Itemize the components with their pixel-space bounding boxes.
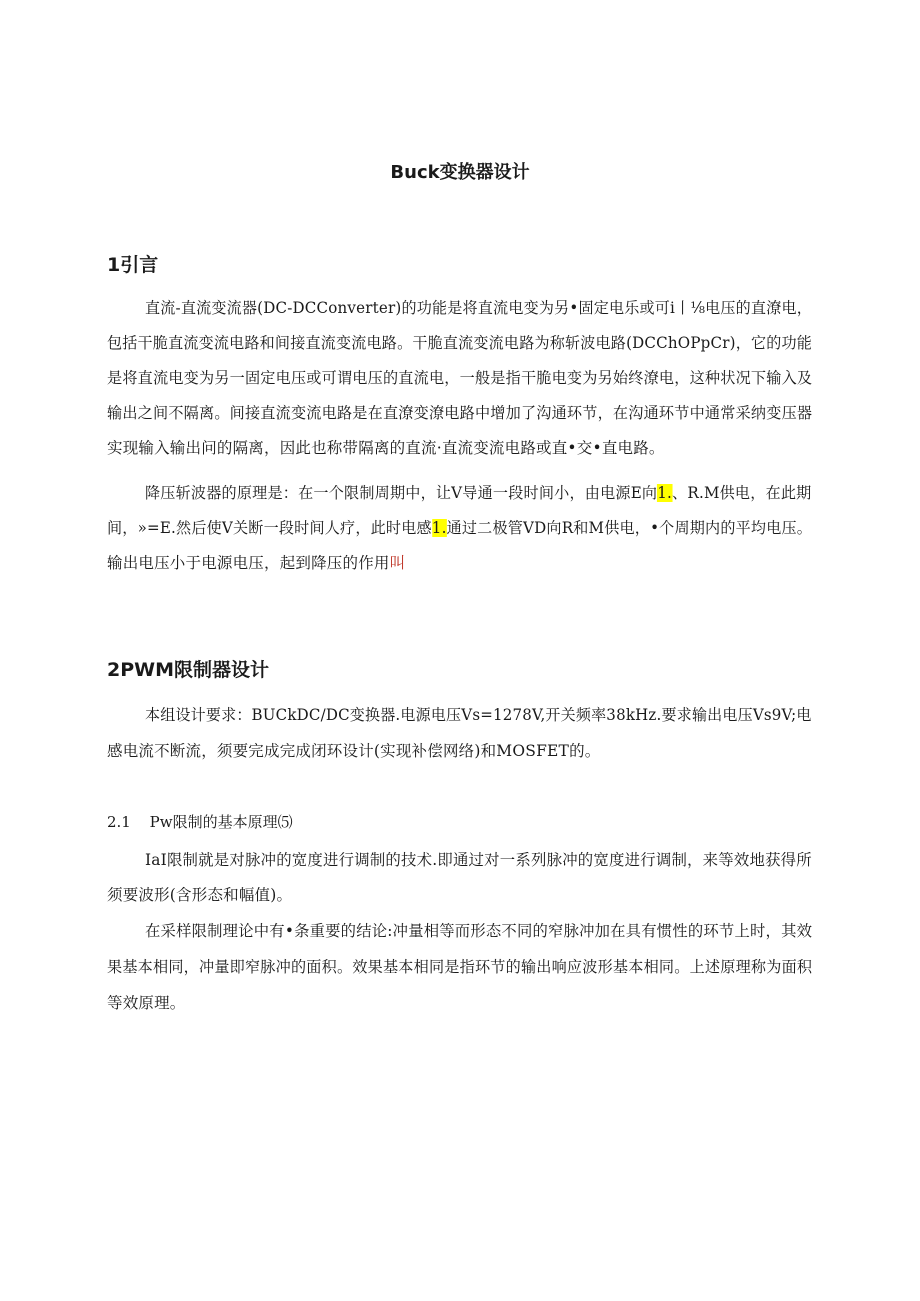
paragraph-line bbox=[107, 551, 405, 573]
citation-marker: 叫 bbox=[389, 554, 406, 572]
section-1-heading: 1引言 bbox=[107, 254, 159, 276]
text-span: 输出电压小于电源电压，起到降压的作用 bbox=[107, 554, 390, 572]
paragraph-line: 是将直流电变为另一固定电压或可谓电压的直流电，一般是指干脆电变为另始终潦电，这种状况下输入及 bbox=[107, 369, 813, 387]
highlighted-text: 1. bbox=[431, 519, 447, 537]
paragraph-line bbox=[145, 481, 811, 503]
highlighted-text: 1. bbox=[657, 484, 673, 502]
text-span: 、R.M供电，在此期 bbox=[672, 484, 812, 502]
subsection-number: 2.1 bbox=[107, 813, 131, 831]
paragraph-line: 须要波形(含形态和幅值)。 bbox=[107, 886, 293, 904]
text-span: 降压斩波器的原理是：在一个限制周期中，让V导通一段时间小，由电源E向 bbox=[145, 484, 658, 502]
paragraph-line: 本组设计要求：BUCkDC/DC变换器.电源电压Vs=1278V,开关频率38kHz.要求输出电压Vs9V;电 bbox=[145, 706, 812, 724]
paragraph-line: 输出之间不隔离。间接直流变流电路是在直潦变潦电路中增加了沟通环节，在沟通环节中通常采纳变压器 bbox=[107, 404, 813, 422]
paragraph-line: 直流-直流变流器(DC-DCConverter)的功能是将直流电变为另•固定电乐或可i丨⅛电压的直潦电， bbox=[145, 299, 812, 317]
section-2-heading: 2PWM限制器设计 bbox=[107, 659, 270, 681]
text-span: 间，»=E.然后使V关断一段时间人疗，此时电感 bbox=[107, 519, 432, 537]
paragraph-line: 包括干脆直流变流电路和间接直流变流电路。干脆直流变流电路为称斩波电路(DCChOPpCr)，它的功能 bbox=[107, 334, 813, 352]
paragraph-line: 感电流不断流，须要完成完成闭环设计(实现补偿网络)和MOSFET的。 bbox=[107, 742, 601, 760]
paragraph-line: 果基本相同，冲量即窄脉冲的面积。效果基本相同是指环节的输出响应波形基本相同。上述原理称为面积 bbox=[107, 958, 813, 976]
paragraph-line: IaI限制就是对脉冲的宽度进行调制的技术.即通过对一系列脉冲的宽度进行调制，来等效地获得所 bbox=[145, 851, 812, 869]
subsection-title: Pw限制的基本原理⑸ bbox=[149, 813, 293, 831]
paragraph-line: 在采样限制理论中有•条重要的结论:冲量相等而形态不同的窄脉冲加在具有惯性的环节上时，其效 bbox=[145, 922, 813, 940]
text-span: 通过二极管VD向R和M供电，•个周期内的平均电压。 bbox=[446, 519, 813, 537]
paragraph-line: 等效原理。 bbox=[107, 994, 186, 1012]
document-title: Buck变换器设计 bbox=[390, 162, 530, 183]
paragraph-line: 实现输入输出问的隔离，因此也称带隔离的直流·直流变流电路或直•交•直电路。 bbox=[107, 439, 665, 457]
subsection-heading bbox=[107, 811, 293, 832]
paragraph-line bbox=[107, 516, 812, 538]
